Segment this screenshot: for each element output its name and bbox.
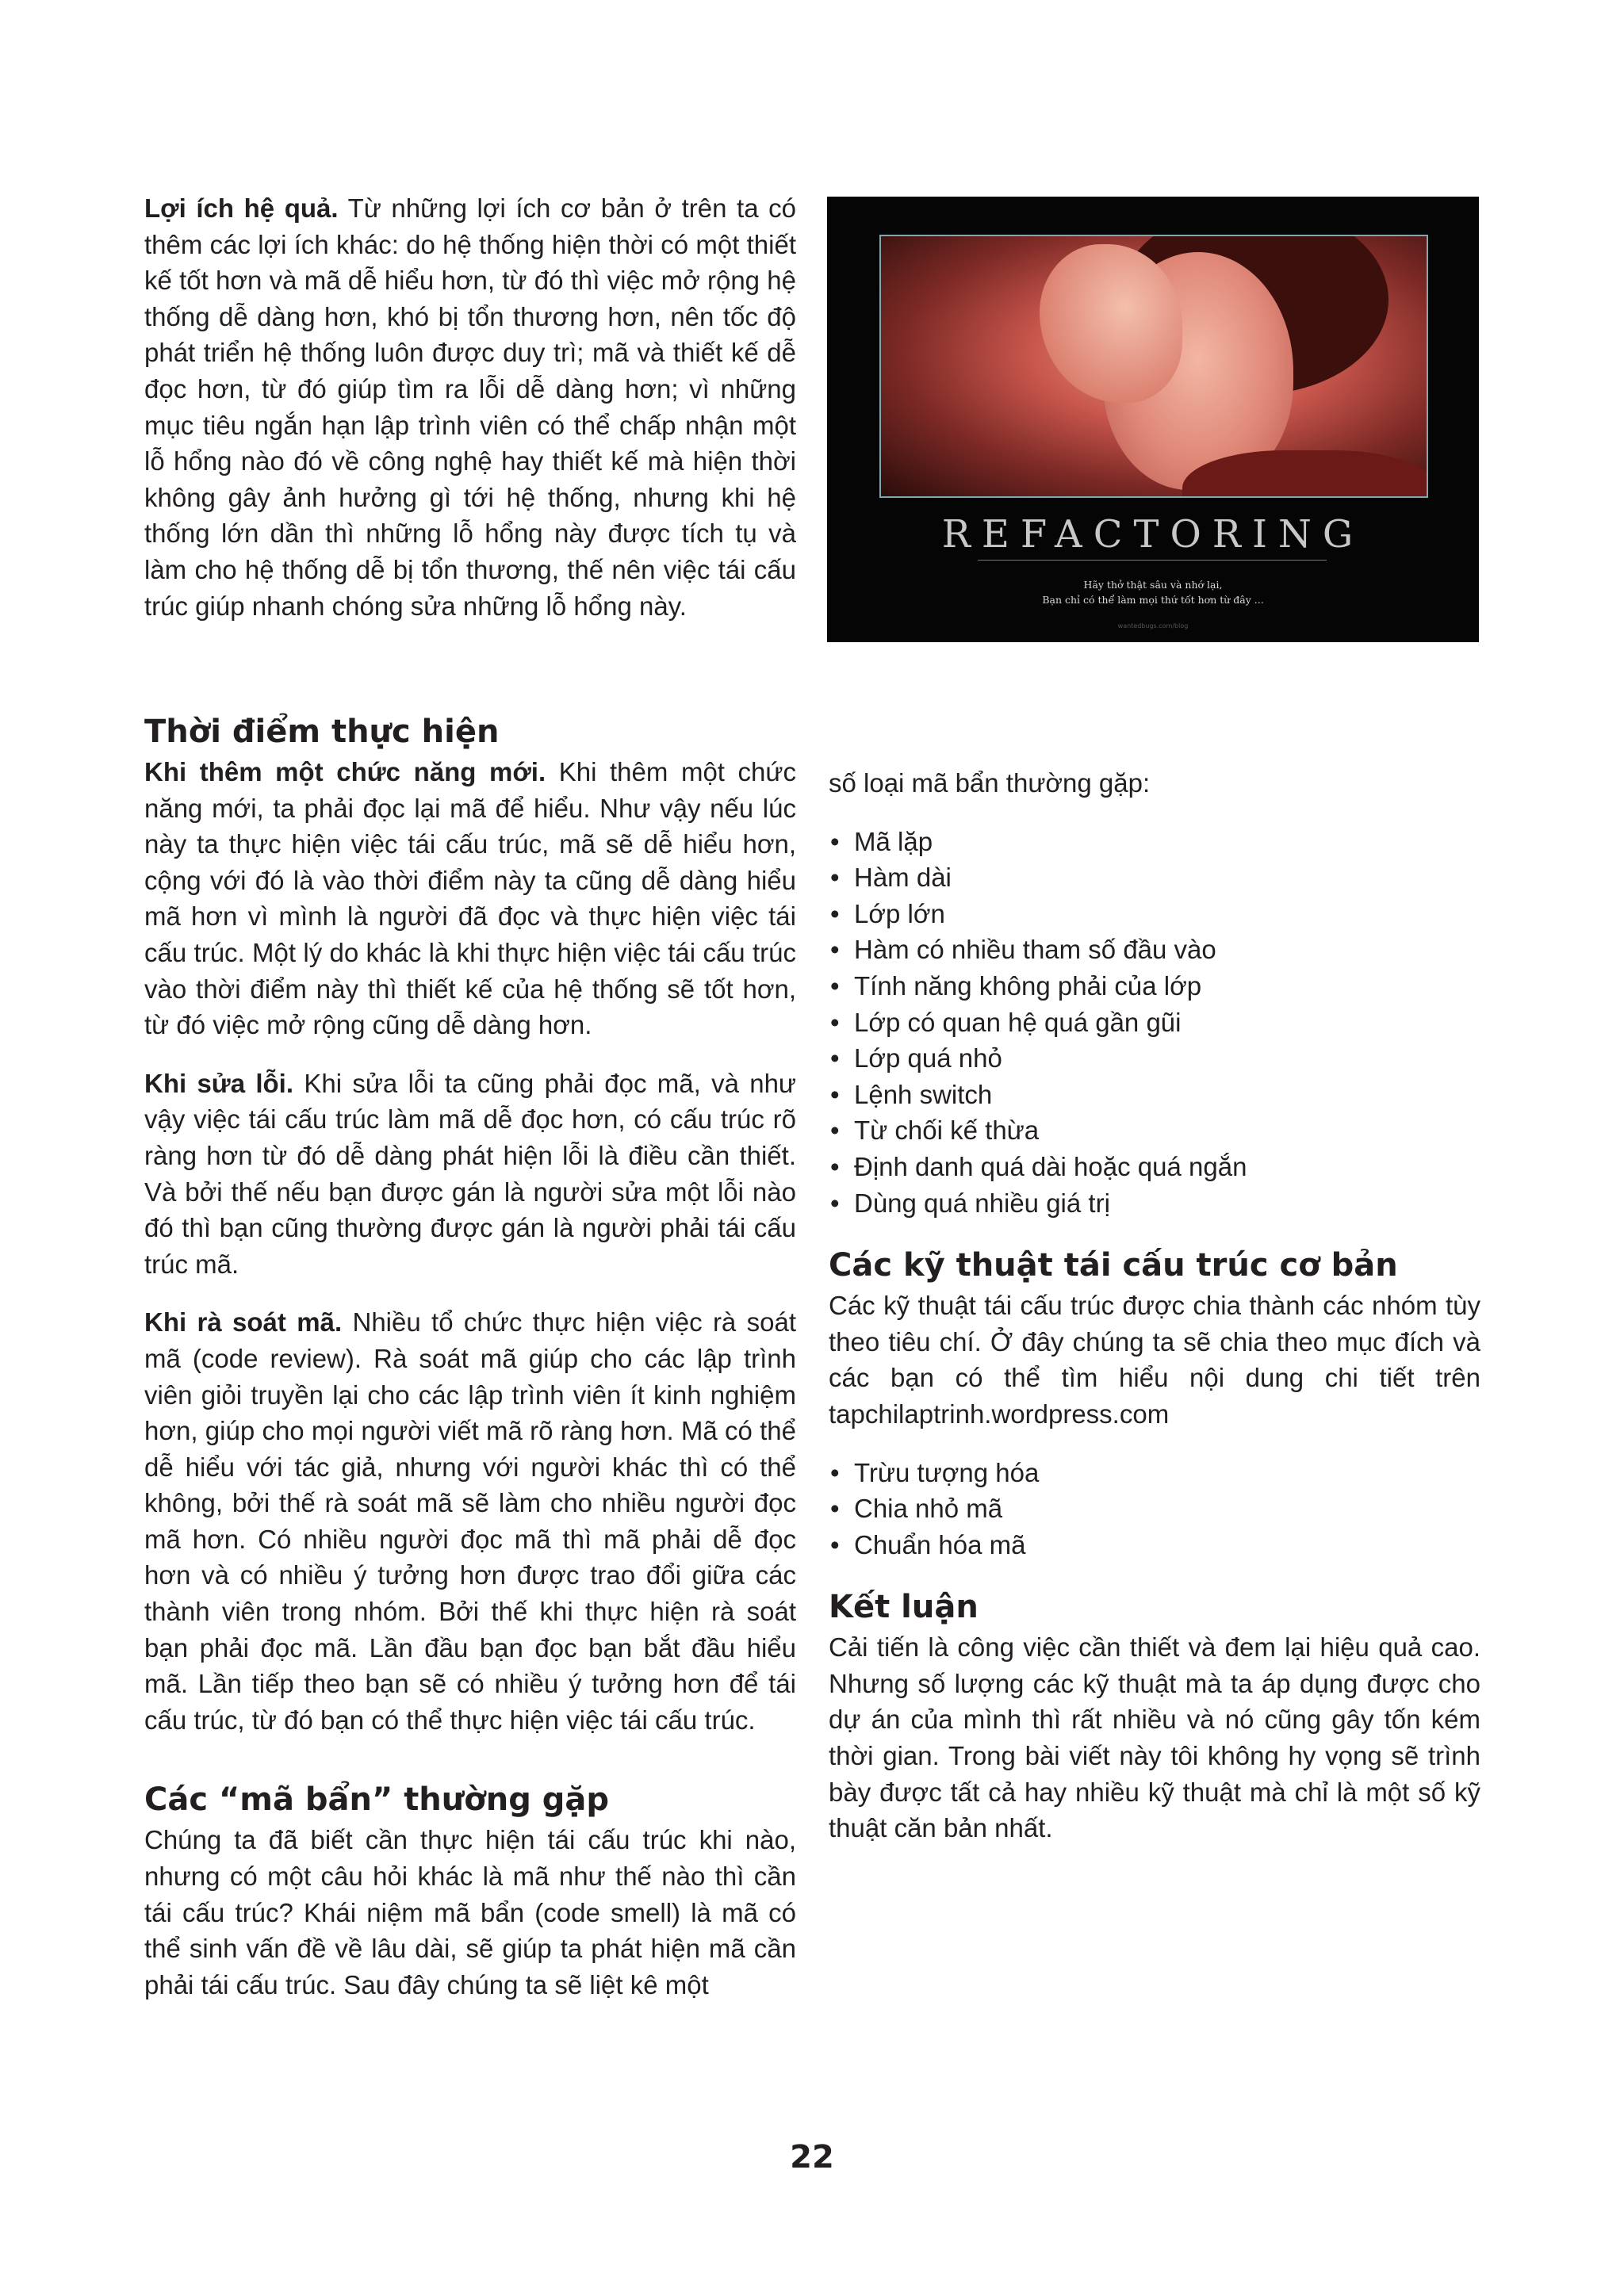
list-item: • Hàm dài <box>854 859 1480 896</box>
timing-heading: Thời điểm thực hiện <box>144 714 500 750</box>
timing-paragraph-1 <box>144 754 796 1043</box>
poster-title: REFACTORING <box>941 512 1365 557</box>
list-item: • Mã lặp <box>854 824 1480 860</box>
list-item: • Lớp có quan hệ quá gần gũi <box>854 1004 1480 1041</box>
list-item: • Trừu tượng hóa <box>854 1455 1480 1491</box>
techniques-paragraph: Các kỹ thuật tái cấu trúc được chia thành các nhóm tùy theo tiêu chí. Ở đây chúng ta sẽ chia theo mục đích và các bạn có thể tìm hiểu nội dung chi tiết trên tapchilaptrinh.wordpress.com <box>829 1291 1480 1429</box>
left-column <box>144 710 796 2003</box>
list-item: • Từ chối kế thừa <box>854 1112 1480 1149</box>
intro-text: Từ những lợi ích cơ bản ở trên ta có thêm các lợi ích khác: do hệ thống hiện thời có một thiết kế tốt hơn và mã dễ hiểu hơn, từ đó thì việc mở rộng hệ thống dễ dàng hơn, khó bị tổn thương hơn, nên tốc độ phát triển hệ thống luôn được duy trì; mã và thiết kế dễ đọc hơn, từ đó giúp tìm ra lỗi dễ dàng hơn; vì những mục tiêu ngắn hạn lập trình viên có thể chấp nhận một lỗ hổng nào đó về công nghệ hay thiết kế mà hiện thời không gây ảnh hưởng gì tới hệ thống, nhưng khi hệ thống lớn dần thì những lỗ hổng này được tích tụ và làm cho hệ thống dễ bị tổn thương, thế nên việc tái cấu trúc giúp nhanh chóng sửa những lỗ hổng này. <box>144 193 797 621</box>
list-item: • Chia nhỏ mã <box>854 1490 1480 1527</box>
smells-list <box>829 824 1480 1222</box>
poster-divider <box>978 560 1327 561</box>
techniques-list <box>829 1455 1480 1563</box>
poster-caption-line-1: Hãy thở thật sâu và nhớ lại, <box>1083 579 1223 591</box>
conclusion-heading: Kết luận <box>829 1589 979 1626</box>
timing-paragraph-2 <box>144 1066 796 1283</box>
timing-paragraph-3 <box>144 1304 796 1738</box>
conclusion-paragraph: Cải tiến là công việc cần thiết và đem lại hiệu quả cao. Nhưng số lượng các kỹ thuật mà ta áp dụng được cho dự án của mình thì rất nhiều và nó cũng gây tốn kém thời gian. Trong bài viết này tôi không hy vọng sẽ trình bày được tất cả hay nhiều kỹ thuật mà chỉ là một số kỹ thuật căn bản nhất. <box>829 1632 1480 1843</box>
intro-lead: Lợi ích hệ quả. <box>144 193 339 223</box>
intro-section <box>144 190 796 624</box>
smells-heading: Các “mã bẩn” thường gặp <box>144 1781 610 1819</box>
refactoring-poster <box>827 197 1479 642</box>
poster-credit: wantedbugs.com/blog <box>1117 622 1189 629</box>
list-item: • Lệnh switch <box>854 1077 1480 1113</box>
list-item: • Lớp lớn <box>854 896 1480 932</box>
intro-paragraph <box>144 190 796 624</box>
list-item: • Hàm có nhiều tham số đầu vào <box>854 932 1480 968</box>
poster-caption <box>827 577 1479 607</box>
list-item: • Tính năng không phải của lớp <box>854 968 1480 1004</box>
list-item: • Chuẩn hóa mã <box>854 1527 1480 1563</box>
poster-caption-line-2: Bạn chỉ có thể làm mọi thứ tốt hơn từ đây ... <box>1042 594 1264 606</box>
page-number: 22 <box>790 2139 834 2175</box>
list-item: • Dùng quá nhiều giá trị <box>854 1185 1480 1222</box>
timing-p2-text: Khi sửa lỗi ta cũng phải đọc mã, và như vậy việc tái cấu trúc làm mã dễ đọc hơn, có cấu trúc rõ ràng hơn từ đó dễ dàng phát hiện lỗi là điều cần thiết. Và bởi thế nếu bạn được gán là người sửa một lỗi nào đó thì bạn cũng thường được gán là người phải tái cấu trúc mã. <box>144 1068 797 1279</box>
right-column <box>829 765 1480 1846</box>
timing-p3-text: Nhiều tổ chức thực hiện việc rà soát mã (code review). Rà soát mã giúp cho các lập trình viên giỏi truyền lại cho các lập trình viên ít kinh nghiệm hơn, giúp cho mọi người viết mã rõ ràng hơn. Mã có thể dễ hiểu với tác giả, nhưng với người khác thì có thể không, bởi thế rà soát mã sẽ làm cho nhiều người đọc mã hơn. Có nhiều người đọc mã thì mã phải dễ đọc hơn và có nhiều ý tưởng hơn được trao đổi giữa các thành viên trong nhóm. Bởi thế khi thực hiện rà soát bạn phải đọc mã. Lần đầu bạn đọc bạn bắt đầu hiểu mã. Lần tiếp theo bạn sẽ có nhiều ý tưởng hơn để tái cấu trúc, từ đó bạn có thể thực hiện việc tái cấu trúc. <box>144 1307 797 1735</box>
list-item: • Lớp quá nhỏ <box>854 1040 1480 1077</box>
timing-p1-lead: Khi thêm một chức năng mới. <box>144 757 546 786</box>
smells-intro-left: Chúng ta đã biết cần thực hiện tái cấu trúc khi nào, nhưng có một câu hỏi khác là mã như thế nào thì cần tái cấu trúc? Khái niệm mã bẩn (code smell) là mã có thể sinh vấn đề về lâu dài, sẽ giúp ta phát hiện mã cần phải tái cấu trúc. Sau đây chúng ta sẽ liệt kê một <box>144 1825 796 1999</box>
techniques-heading: Các kỹ thuật tái cấu trúc cơ bản <box>829 1247 1398 1284</box>
list-item: • Định danh quá dài hoặc quá ngắn <box>854 1149 1480 1185</box>
timing-p2-lead: Khi sửa lỗi. <box>144 1068 294 1098</box>
timing-p1-text: Khi thêm một chức năng mới, ta phải đọc lại mã để hiểu. Như vậy nếu lúc này ta thực hiện việc tái cấu trúc, mã sẽ dễ hiểu hơn, cộng với đó là vào thời điểm này ta cũng dễ dàng hiểu mã hơn vì mình là người đã đọc và thực hiện việc tái cấu trúc. Một lý do khác là khi thực hiện việc tái cấu trúc vào thời điểm này thì thiết kế của hệ thống sẽ tốt hơn, từ đó việc mở rộng cũng dễ dàng hơn. <box>144 757 796 1040</box>
poster-photo <box>879 235 1428 498</box>
smells-intro-right: số loại mã bẩn thường gặp: <box>829 768 1151 798</box>
timing-p3-lead: Khi rà soát mã. <box>144 1307 343 1337</box>
